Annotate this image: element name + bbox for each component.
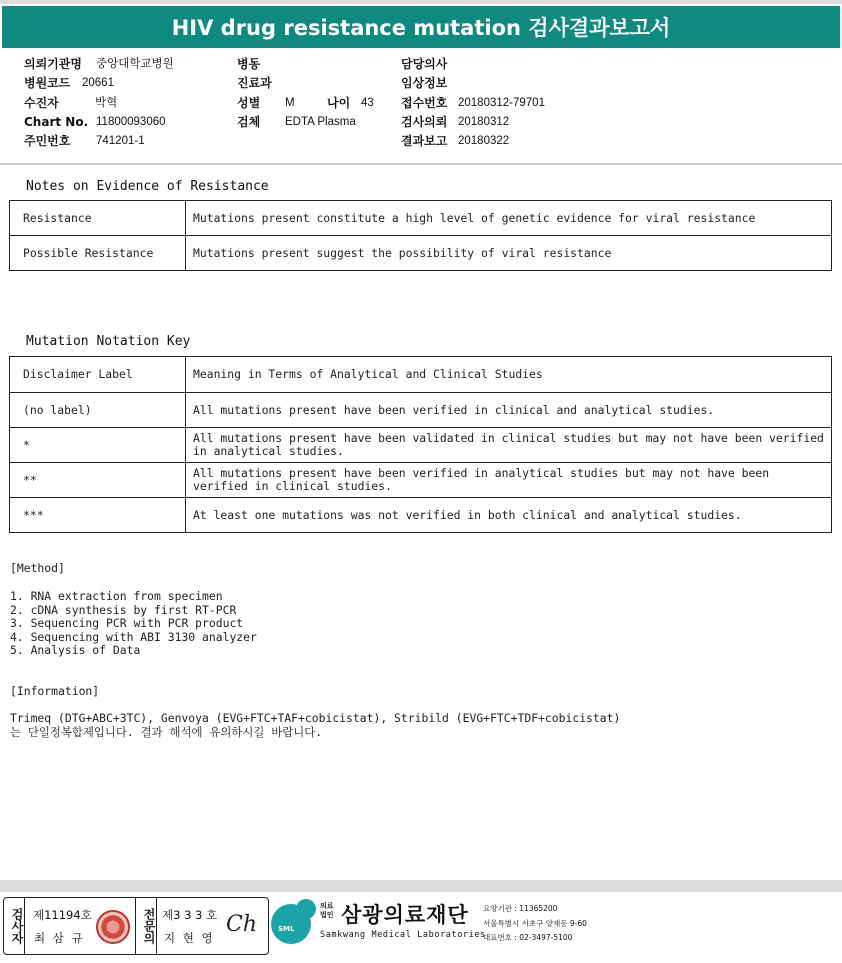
information-line: 는 단일정복합제입니다. 결과 해석에 유의하시길 바랍니다. <box>10 725 323 739</box>
hospital-code-value: 20661 <box>82 77 114 90</box>
sml-logo-dot-icon <box>296 899 316 919</box>
info-row-chart <box>24 113 174 132</box>
notation-text-cell: All mutations present have been verified in clinical and analytical studies. <box>186 393 832 428</box>
information-heading: [Information] <box>10 684 100 698</box>
separator <box>0 163 842 165</box>
sml-logo-text: SML <box>278 925 295 933</box>
notation-table <box>9 356 832 533</box>
notation-text-cell: At least one mutations was not verified in both clinical and analytical studies. <box>186 498 832 533</box>
ward-label: 병동 <box>237 57 261 71</box>
info-row-receipt-no <box>401 94 545 113</box>
top-border <box>0 0 842 4</box>
receipt-no-label: 접수번호 <box>401 95 448 110</box>
signature-box <box>3 897 269 955</box>
physician-label-text: 전문의 <box>142 908 156 944</box>
chart-no-value: 11800093060 <box>96 115 166 128</box>
table-row <box>10 498 832 533</box>
notation-text-cell: All mutations present have been verified in analytical studies but may not have been verified in clinical studies. <box>186 463 832 498</box>
table-row <box>10 201 832 236</box>
info-row-hospital-code <box>24 74 174 93</box>
physician-name: 지 현 영 <box>164 931 215 945</box>
clinical-info-label: 임상정보 <box>401 76 448 91</box>
patient-info-col2 <box>237 55 374 132</box>
notation-label-cell: * <box>10 428 186 463</box>
hospital-code-label: 병원코드 <box>24 76 71 91</box>
method-heading: [Method] <box>10 561 65 575</box>
resident-no-label: 주민번호 <box>24 134 71 149</box>
inspector-license-no: 제11194호 <box>33 908 92 922</box>
info-row-patient <box>24 94 174 113</box>
request-date-label: 검사의뢰 <box>401 114 448 129</box>
evidence-text-cell: Mutations present constitute a high level of genetic evidence for viral resistance <box>186 201 832 236</box>
method-step: 4. Sequencing with ABI 3130 analyzer <box>10 629 257 644</box>
age-value: 43 <box>361 96 374 109</box>
org-english-name: Samkwang Medical Laboratories <box>320 930 486 940</box>
method-step: 1. RNA extraction from specimen <box>10 589 223 603</box>
notation-label-cell: Disclaimer Label <box>10 357 186 393</box>
evidence-heading: Notes on Evidence of Resistance <box>26 179 269 194</box>
inspector-name: 최 삼 규 <box>34 931 85 945</box>
institution-value: 중앙대학교병원 <box>96 58 174 70</box>
info-row-sex-age <box>237 94 374 113</box>
patient-info-col3 <box>401 55 545 151</box>
specimen-value: EDTA Plasma <box>285 115 356 128</box>
evidence-label-cell: Resistance <box>10 201 186 236</box>
notation-text-cell: Meaning in Terms of Analytical and Clinical Studies <box>186 357 832 393</box>
sex-label: 성별 <box>237 95 261 110</box>
evidence-label-cell: Possible Resistance <box>10 236 186 271</box>
patient-name-value: 박혁 <box>95 96 118 109</box>
inspector-label-text: 검사자 <box>10 908 24 944</box>
notation-heading: Mutation Notation Key <box>26 334 191 349</box>
chart-no-label: Chart No. <box>24 114 89 129</box>
table-row <box>10 428 832 463</box>
evidence-text-cell: Mutations present suggest the possibility of viral resistance <box>186 236 832 271</box>
evidence-table <box>9 200 832 271</box>
table-row <box>10 393 832 428</box>
doctor-label: 담당의사 <box>401 57 448 71</box>
sex-value: M <box>285 96 295 109</box>
patient-info-col1 <box>24 55 174 151</box>
request-date-value: 20180312 <box>458 115 510 128</box>
info-row-report-date <box>401 132 545 151</box>
info-row-department <box>237 74 374 93</box>
physician-license-no: 제3 3 3 호 <box>162 908 218 922</box>
resident-no-value: 741201-1 <box>96 135 145 148</box>
notation-label-cell: (no label) <box>10 393 186 428</box>
table-row <box>10 463 832 498</box>
seal-stamp <box>96 910 130 944</box>
org-name: 삼광의료재단 <box>341 903 469 927</box>
method-step: 5. Analysis of Data <box>10 643 141 658</box>
info-row-ward <box>237 55 374 74</box>
notation-label-cell: *** <box>10 498 186 533</box>
specimen-label: 검체 <box>237 114 261 129</box>
information-line: Trimeq (DTG+ABC+3TC), Genvoya (EVG+FTC+TAF+cobicistat), Stribild (EVG+FTC+TDF+cobicistat) <box>10 711 621 725</box>
department-label: 진료과 <box>237 76 272 91</box>
org-prefix: 의료법인 <box>320 902 334 919</box>
info-row-doctor <box>401 55 545 74</box>
info-row-specimen <box>237 113 374 132</box>
age-label: 나이 <box>327 95 351 110</box>
method-step: 3. Sequencing PCR with PCR product <box>10 616 244 631</box>
footer-band <box>0 880 842 892</box>
physician-label <box>135 898 157 954</box>
report-title <box>2 6 840 48</box>
table-row <box>10 357 832 393</box>
institution-label: 의뢰기관명 <box>24 57 82 71</box>
report-title-text: HIV drug resistance mutation 검사결과보고서 <box>171 16 671 40</box>
patient-label: 수진자 <box>24 95 59 110</box>
signature-mark: Ch <box>226 912 258 937</box>
notation-text-cell: All mutations present have been validated in clinical studies but may not have been verified in analytical studies. <box>186 428 832 463</box>
org-address: 서울특별시 서초구 양재동 9-60 <box>483 919 587 928</box>
info-row-institution <box>24 55 174 74</box>
report-date-value: 20180322 <box>458 135 510 148</box>
report-date-label: 결과보고 <box>401 134 448 149</box>
table-row <box>10 236 832 271</box>
method-step: 2. cDNA synthesis by first RT-PCR <box>10 602 237 617</box>
inspector-label <box>4 898 25 954</box>
org-phone: 대표번호 : 02-3497-5100 <box>483 933 573 942</box>
info-row-resident-no <box>24 132 174 151</box>
institution-code: 요양기관 : 11365200 <box>483 904 558 913</box>
info-row-clinical-info <box>401 74 545 93</box>
receipt-no-value: 20180312-79701 <box>458 96 545 109</box>
info-row-request-date <box>401 113 545 132</box>
notation-label-cell: ** <box>10 463 186 498</box>
